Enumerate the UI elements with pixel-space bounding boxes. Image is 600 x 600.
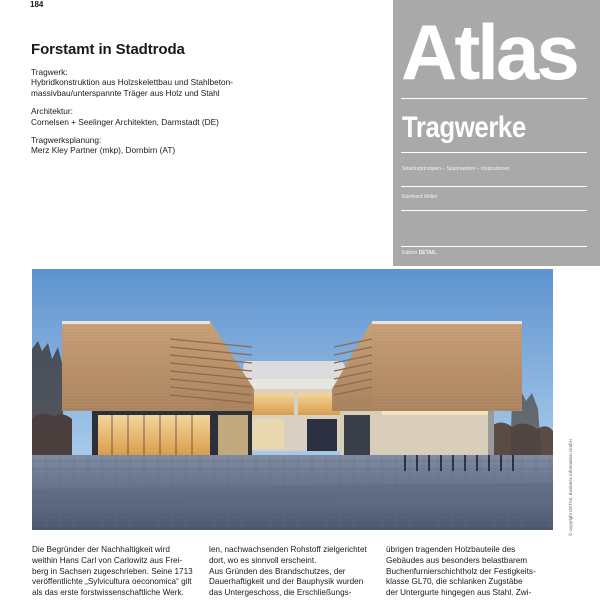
copyright-text: © copyright DETAIL Business Information GmbH (568, 439, 573, 536)
text-line: Buchenfurnierschichtholz der Festigkeits- (386, 566, 536, 576)
text-line: der Untergurte hingegen aus Stahl. Zwi- (386, 588, 532, 598)
credit-structure (31, 67, 371, 98)
page-number: 184 (30, 0, 44, 9)
page-title: Forstamt in Stadtroda (31, 41, 185, 58)
credit-label: Architektur: (31, 106, 73, 117)
text-line: Die Begründer der Nachhaltigkeit wird (32, 545, 170, 554)
text-line: Aus Gründen des Brandschutzes, der (209, 566, 346, 576)
cover-tagline: Strukturprinzipien – Spannweiten – Inspirationen (402, 166, 510, 172)
credit-architecture (31, 106, 371, 127)
publisher-brand: DETAIL (418, 250, 437, 256)
credit-value: Hybridkonstruktion aus Holzskelettbau und Stahlbeton- (31, 77, 234, 88)
building-photo (32, 269, 553, 530)
cover-rule (401, 246, 587, 247)
credit-label: Tragwerksplanung: (31, 135, 102, 146)
text-line: Gebäudes aus besonders belastbarem (386, 555, 528, 565)
cover-rule (401, 152, 587, 153)
body-column-3 (386, 545, 549, 599)
text-line: len, nachwachsenden Rohstoff zielgerichtet (209, 545, 367, 554)
project-credits (31, 67, 371, 164)
text-line: berg in Sachsen zugeschrieben. Seine 1713 (32, 566, 193, 576)
text-line: das Untergeschoss, die Erschließungs- (209, 588, 352, 598)
cover-rule (401, 210, 587, 211)
publisher-prefix: Edition (402, 250, 418, 256)
text-line: dort, wo es sinnvoll erscheint. (209, 555, 317, 565)
credit-value: Cornelsen + Seelinger Architekten, Darmstadt (DE) (31, 116, 219, 127)
text-line: Dauerhaftigkeit und der Bauphysik wurden (209, 577, 364, 587)
cover-rule (401, 98, 587, 99)
book-cover (393, 0, 600, 266)
text-line: klasse GL70, die schlanken Zugstäbe (386, 577, 523, 587)
cover-rule (401, 186, 587, 187)
copyright-notice (568, 439, 573, 540)
credit-value: Merz Kley Partner (mkp), Dornbirn (AT) (31, 145, 176, 156)
cover-author: Eberhard Möller (402, 194, 438, 200)
text-line: veröffentlichte „Sylvicultura oeconomica“ gilt (32, 577, 192, 587)
text-line: übrigen tragenden Holzbauteile des (386, 545, 516, 554)
body-column-2 (209, 545, 372, 599)
cover-publisher (402, 250, 436, 256)
credit-label: Tragwerk: (31, 67, 68, 77)
credit-structural-engineering (31, 135, 371, 156)
body-column-1 (32, 545, 195, 599)
cover-title: Atlas (401, 8, 577, 96)
text-line: weithin Hans Carl von Carlowitz aus Frei- (32, 555, 183, 565)
credit-value: massivbau/unterspannte Träger aus Holz und Stahl (31, 87, 220, 98)
cover-subtitle: Tragwerke (402, 111, 526, 144)
text-line: als das erste forstwissenschaftliche Werk. (32, 588, 184, 598)
